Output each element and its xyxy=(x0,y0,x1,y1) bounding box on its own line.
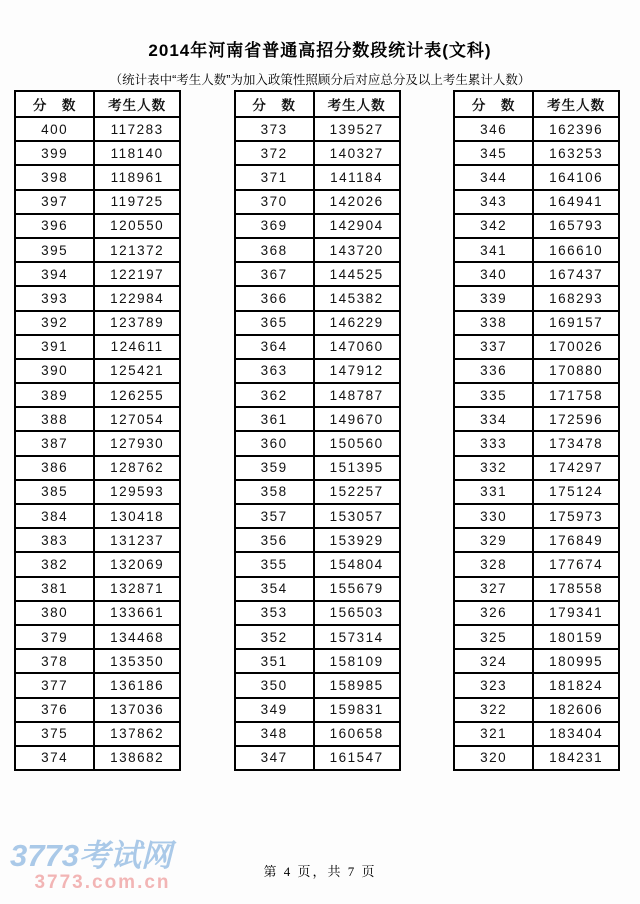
table-row xyxy=(235,456,400,480)
table-row xyxy=(15,286,180,310)
table-row xyxy=(454,456,619,480)
table-row xyxy=(235,141,400,165)
table-row xyxy=(15,117,180,141)
count-cell: 137036 xyxy=(94,698,180,722)
table-row xyxy=(454,286,619,310)
count-cell: 158109 xyxy=(314,649,400,673)
score-table-1 xyxy=(14,90,181,771)
score-cell: 389 xyxy=(15,383,94,407)
table-row xyxy=(235,359,400,383)
table-row xyxy=(235,504,400,528)
score-cell: 349 xyxy=(235,698,314,722)
count-cell: 152257 xyxy=(314,480,400,504)
table-row xyxy=(454,383,619,407)
count-cell: 131237 xyxy=(94,528,180,552)
score-cell: 340 xyxy=(454,262,533,286)
table-row xyxy=(235,649,400,673)
page-number: 第 4 页，共 7 页 xyxy=(263,864,377,879)
score-cell: 346 xyxy=(454,117,533,141)
count-cell: 122197 xyxy=(94,262,180,286)
count-cell: 129593 xyxy=(94,480,180,504)
score-cell: 344 xyxy=(454,165,533,189)
score-cell: 320 xyxy=(454,746,533,770)
score-cell: 394 xyxy=(15,262,94,286)
count-cell: 177674 xyxy=(533,552,619,576)
count-cell: 142904 xyxy=(314,214,400,238)
count-cell: 179341 xyxy=(533,601,619,625)
count-cell: 128762 xyxy=(94,456,180,480)
table-row xyxy=(15,311,180,335)
score-cell: 399 xyxy=(15,141,94,165)
count-cell: 141184 xyxy=(314,165,400,189)
count-cell: 119725 xyxy=(94,190,180,214)
score-cell: 385 xyxy=(15,480,94,504)
score-cell: 375 xyxy=(15,722,94,746)
table-row xyxy=(235,746,400,770)
score-cell: 342 xyxy=(454,214,533,238)
table-row xyxy=(15,431,180,455)
score-cell: 353 xyxy=(235,601,314,625)
table-row xyxy=(454,238,619,262)
table-row xyxy=(15,214,180,238)
table-row xyxy=(15,165,180,189)
table-row xyxy=(15,335,180,359)
count-cell: 118961 xyxy=(94,165,180,189)
table-row xyxy=(235,238,400,262)
score-column-header: 分 数 xyxy=(454,91,533,117)
count-cell: 164106 xyxy=(533,165,619,189)
count-cell: 160658 xyxy=(314,722,400,746)
score-cell: 336 xyxy=(454,359,533,383)
count-cell: 155679 xyxy=(314,577,400,601)
count-cell: 172596 xyxy=(533,407,619,431)
count-cell: 126255 xyxy=(94,383,180,407)
header-row xyxy=(235,91,400,117)
count-cell: 180995 xyxy=(533,649,619,673)
score-cell: 329 xyxy=(454,528,533,552)
count-cell: 127054 xyxy=(94,407,180,431)
table-row xyxy=(235,214,400,238)
score-cell: 374 xyxy=(15,746,94,770)
table-row xyxy=(454,528,619,552)
score-cell: 338 xyxy=(454,311,533,335)
score-cell: 328 xyxy=(454,552,533,576)
table-row xyxy=(15,262,180,286)
score-cell: 325 xyxy=(454,625,533,649)
table-row xyxy=(235,407,400,431)
score-cell: 371 xyxy=(235,165,314,189)
score-cell: 359 xyxy=(235,456,314,480)
table-row xyxy=(454,407,619,431)
count-cell: 174297 xyxy=(533,456,619,480)
score-cell: 337 xyxy=(454,335,533,359)
table-row xyxy=(15,238,180,262)
table-row xyxy=(235,577,400,601)
table-row xyxy=(454,214,619,238)
score-cell: 347 xyxy=(235,746,314,770)
table-row xyxy=(15,190,180,214)
score-cell: 345 xyxy=(454,141,533,165)
count-cell: 181824 xyxy=(533,673,619,697)
count-column-header: 考生人数 xyxy=(94,91,180,117)
score-cell: 362 xyxy=(235,383,314,407)
score-cell: 360 xyxy=(235,431,314,455)
count-cell: 164941 xyxy=(533,190,619,214)
table-row xyxy=(15,722,180,746)
score-cell: 390 xyxy=(15,359,94,383)
score-cell: 331 xyxy=(454,480,533,504)
score-cell: 351 xyxy=(235,649,314,673)
table-row xyxy=(454,335,619,359)
count-cell: 145382 xyxy=(314,286,400,310)
count-cell: 153929 xyxy=(314,528,400,552)
table-row xyxy=(454,673,619,697)
score-cell: 354 xyxy=(235,577,314,601)
count-cell: 157314 xyxy=(314,625,400,649)
score-cell: 327 xyxy=(454,577,533,601)
score-cell: 383 xyxy=(15,528,94,552)
table-row xyxy=(15,552,180,576)
count-cell: 143720 xyxy=(314,238,400,262)
count-cell: 139527 xyxy=(314,117,400,141)
table-row xyxy=(454,504,619,528)
count-cell: 173478 xyxy=(533,431,619,455)
table-row xyxy=(235,165,400,189)
score-cell: 363 xyxy=(235,359,314,383)
score-cell: 348 xyxy=(235,722,314,746)
score-table-3 xyxy=(453,90,620,771)
table-row xyxy=(15,528,180,552)
count-cell: 183404 xyxy=(533,722,619,746)
score-cell: 369 xyxy=(235,214,314,238)
page-title: 2014年河南省普通高招分数段统计表(文科) xyxy=(148,41,492,60)
table-row xyxy=(15,649,180,673)
count-cell: 117283 xyxy=(94,117,180,141)
count-cell: 127930 xyxy=(94,431,180,455)
score-cell: 395 xyxy=(15,238,94,262)
count-cell: 166610 xyxy=(533,238,619,262)
table-row xyxy=(235,335,400,359)
watermark-site-url: 3773.com.cn xyxy=(34,872,171,893)
score-cell: 321 xyxy=(454,722,533,746)
count-cell: 151395 xyxy=(314,456,400,480)
count-cell: 121372 xyxy=(94,238,180,262)
count-cell: 159831 xyxy=(314,698,400,722)
count-cell: 165793 xyxy=(533,214,619,238)
count-cell: 147060 xyxy=(314,335,400,359)
table-row xyxy=(15,504,180,528)
score-cell: 355 xyxy=(235,552,314,576)
score-cell: 372 xyxy=(235,141,314,165)
score-cell: 358 xyxy=(235,480,314,504)
table-row xyxy=(454,746,619,770)
table-row xyxy=(15,480,180,504)
count-cell: 162396 xyxy=(533,117,619,141)
score-column-header: 分 数 xyxy=(15,91,94,117)
table-row xyxy=(235,262,400,286)
score-cell: 382 xyxy=(15,552,94,576)
count-cell: 134468 xyxy=(94,625,180,649)
table-row xyxy=(235,601,400,625)
score-cell: 376 xyxy=(15,698,94,722)
table-row xyxy=(454,141,619,165)
table-row xyxy=(15,625,180,649)
table-row xyxy=(15,456,180,480)
header-row xyxy=(15,91,180,117)
table-row xyxy=(454,625,619,649)
watermark-site-name: 3773考试网 xyxy=(10,838,172,873)
count-cell: 142026 xyxy=(314,190,400,214)
score-table-2 xyxy=(234,90,401,771)
score-cell: 393 xyxy=(15,286,94,310)
score-cell: 350 xyxy=(235,673,314,697)
table-row xyxy=(235,698,400,722)
table-row xyxy=(15,577,180,601)
score-cell: 386 xyxy=(15,456,94,480)
score-cell: 368 xyxy=(235,238,314,262)
count-cell: 184231 xyxy=(533,746,619,770)
count-cell: 178558 xyxy=(533,577,619,601)
table-row xyxy=(235,528,400,552)
table-row xyxy=(454,601,619,625)
table-row xyxy=(454,165,619,189)
score-cell: 357 xyxy=(235,504,314,528)
table-row xyxy=(15,141,180,165)
count-cell: 137862 xyxy=(94,722,180,746)
score-cell: 379 xyxy=(15,625,94,649)
table-row xyxy=(454,262,619,286)
count-cell: 175124 xyxy=(533,480,619,504)
score-cell: 391 xyxy=(15,335,94,359)
table-row xyxy=(15,698,180,722)
score-cell: 365 xyxy=(235,311,314,335)
page-subtitle: （统计表中“考生人数”为加入政策性照顾分后对应总分及以上考生累计人数） xyxy=(109,73,531,87)
count-cell: 140327 xyxy=(314,141,400,165)
count-cell: 132069 xyxy=(94,552,180,576)
table-row xyxy=(454,722,619,746)
count-cell: 147912 xyxy=(314,359,400,383)
count-cell: 150560 xyxy=(314,431,400,455)
count-cell: 163253 xyxy=(533,141,619,165)
count-cell: 138682 xyxy=(94,746,180,770)
table-row xyxy=(15,601,180,625)
score-cell: 370 xyxy=(235,190,314,214)
count-cell: 154804 xyxy=(314,552,400,576)
count-cell: 156503 xyxy=(314,601,400,625)
count-cell: 136186 xyxy=(94,673,180,697)
table-row xyxy=(15,746,180,770)
table-row xyxy=(454,359,619,383)
score-cell: 373 xyxy=(235,117,314,141)
count-cell: 125421 xyxy=(94,359,180,383)
score-cell: 366 xyxy=(235,286,314,310)
count-column-header: 考生人数 xyxy=(533,91,619,117)
score-cell: 384 xyxy=(15,504,94,528)
count-cell: 175973 xyxy=(533,504,619,528)
table-row xyxy=(235,625,400,649)
count-cell: 148787 xyxy=(314,383,400,407)
score-cell: 330 xyxy=(454,504,533,528)
count-cell: 130418 xyxy=(94,504,180,528)
table-row xyxy=(235,311,400,335)
score-cell: 343 xyxy=(454,190,533,214)
score-cell: 396 xyxy=(15,214,94,238)
table-row xyxy=(15,673,180,697)
count-cell: 176849 xyxy=(533,528,619,552)
score-cell: 335 xyxy=(454,383,533,407)
count-cell: 161547 xyxy=(314,746,400,770)
header-row xyxy=(454,91,619,117)
count-cell: 135350 xyxy=(94,649,180,673)
table-row xyxy=(15,383,180,407)
table-row xyxy=(454,190,619,214)
score-cell: 322 xyxy=(454,698,533,722)
count-cell: 182606 xyxy=(533,698,619,722)
count-cell: 169157 xyxy=(533,311,619,335)
score-cell: 334 xyxy=(454,407,533,431)
count-cell: 132871 xyxy=(94,577,180,601)
table-row xyxy=(235,190,400,214)
count-cell: 120550 xyxy=(94,214,180,238)
score-cell: 381 xyxy=(15,577,94,601)
score-cell: 332 xyxy=(454,456,533,480)
count-cell: 123789 xyxy=(94,311,180,335)
table-row xyxy=(235,431,400,455)
table-row xyxy=(454,117,619,141)
table-row xyxy=(15,359,180,383)
score-tables-container xyxy=(14,90,620,771)
count-column-header: 考生人数 xyxy=(314,91,400,117)
score-cell: 388 xyxy=(15,407,94,431)
table-row xyxy=(454,552,619,576)
count-cell: 144525 xyxy=(314,262,400,286)
count-cell: 180159 xyxy=(533,625,619,649)
score-cell: 361 xyxy=(235,407,314,431)
table-row xyxy=(235,117,400,141)
score-cell: 377 xyxy=(15,673,94,697)
table-row xyxy=(454,577,619,601)
count-cell: 167437 xyxy=(533,262,619,286)
score-cell: 324 xyxy=(454,649,533,673)
score-cell: 326 xyxy=(454,601,533,625)
score-cell: 339 xyxy=(454,286,533,310)
table-row xyxy=(454,311,619,335)
table-row xyxy=(235,286,400,310)
count-cell: 124611 xyxy=(94,335,180,359)
table-row xyxy=(454,431,619,455)
count-cell: 171758 xyxy=(533,383,619,407)
score-cell: 378 xyxy=(15,649,94,673)
score-cell: 392 xyxy=(15,311,94,335)
count-cell: 153057 xyxy=(314,504,400,528)
score-cell: 356 xyxy=(235,528,314,552)
table-row xyxy=(235,673,400,697)
count-cell: 158985 xyxy=(314,673,400,697)
score-cell: 364 xyxy=(235,335,314,359)
count-cell: 146229 xyxy=(314,311,400,335)
count-cell: 170880 xyxy=(533,359,619,383)
table-row xyxy=(454,480,619,504)
score-column-header: 分 数 xyxy=(235,91,314,117)
table-row xyxy=(15,407,180,431)
count-cell: 122984 xyxy=(94,286,180,310)
table-row xyxy=(235,480,400,504)
count-cell: 168293 xyxy=(533,286,619,310)
table-row xyxy=(235,383,400,407)
count-cell: 149670 xyxy=(314,407,400,431)
score-cell: 367 xyxy=(235,262,314,286)
table-row xyxy=(454,698,619,722)
score-cell: 380 xyxy=(15,601,94,625)
table-row xyxy=(235,552,400,576)
score-cell: 323 xyxy=(454,673,533,697)
score-cell: 387 xyxy=(15,431,94,455)
score-cell: 398 xyxy=(15,165,94,189)
score-cell: 397 xyxy=(15,190,94,214)
score-cell: 333 xyxy=(454,431,533,455)
count-cell: 170026 xyxy=(533,335,619,359)
count-cell: 118140 xyxy=(94,141,180,165)
score-cell: 352 xyxy=(235,625,314,649)
score-cell: 400 xyxy=(15,117,94,141)
score-cell: 341 xyxy=(454,238,533,262)
table-row xyxy=(454,649,619,673)
count-cell: 133661 xyxy=(94,601,180,625)
table-row xyxy=(235,722,400,746)
